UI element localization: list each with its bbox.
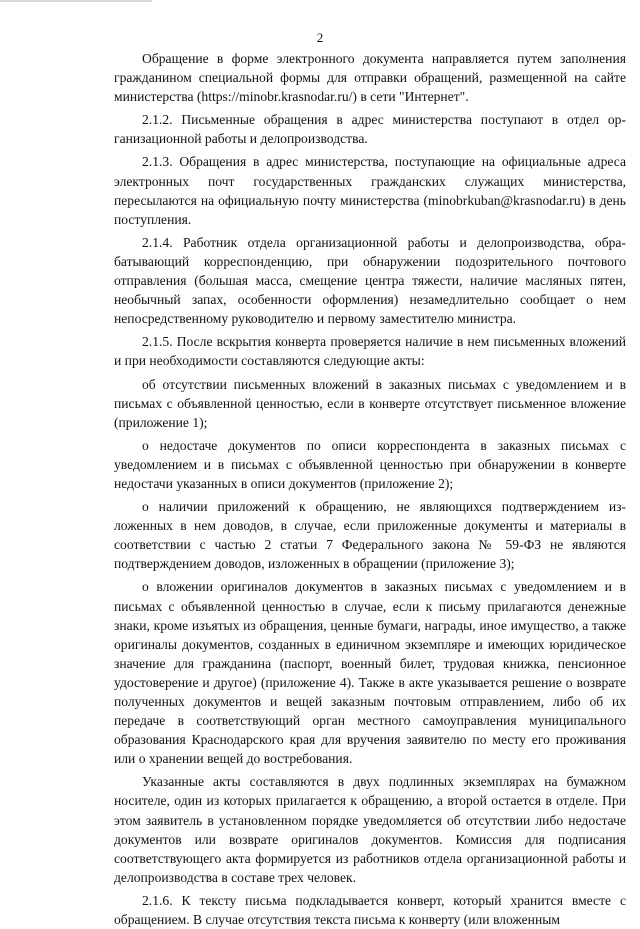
paragraph-act-no-enclosures: об отсутствии письменных вложений в заказных письмах с уведомлением и в письмах с объявленной ценностью, если в конверте отсутствует письменное вложение (приложение 1);: [114, 376, 626, 430]
page-number: 2: [316, 30, 324, 45]
paragraph-act-attachments: о наличии приложений к обращению, не являющихся подтверждением изложенных в нем доводов, в случае, если приложенные документы и материалы в соответствии с частью 2 статьи 7 Федерального закона № 59-ФЗ не являются подтверждением доводов, изложенных в обращении (приложение 3);: [114, 499, 626, 572]
paragraph-2-1-4: 2.1.4. Работник отдела организационной работы и делопроизводства, обрабатывающий корреспонденцию, при обнаружении подозрительного почтового отправления (большая масса, смещение центра тяжести, наличие масляных пятен, необычный запах, особенности оформления) незамедлительно сообщает о нем непосредственному руководителю и первому заместителю министра.: [114, 234, 626, 327]
paragraph-2-1-5: 2.1.5. После вскрытия конверта проверяется наличие в нем письменных вложений и при необходимости составляются следующие акты:: [114, 334, 626, 369]
paragraph-2-1-3: 2.1.3. Обращения в адрес министерства, поступающие на официальные адреса электронных почт государственных гражданских служащих министерства, пересылаются на официальную почту министерства (minobrkuban@krasnodar.ru) в день поступления.: [114, 154, 626, 227]
paragraph-act-shortage: о недостаче документов по описи корреспондента в заказных письмах с уведомлением и в письмах с объявленной ценностью при обнаружении в конверте недостачи указанных в описи документов (приложение 2);: [114, 437, 626, 491]
paragraph-act-originals: о вложении оригиналов документов в заказных письмах с уведомлением и в письмах с объявленной ценностью в случае, если к письму прилагаются денежные знаки, кроме изъятых из обращения, ценные бумаги, награды, иное имущество, а также оригиналы документов, созданных в единичном экземпляре и имеющих юридическое значение для гражданина (паспорт, военный билет, трудовая книжка, пенсионное удостоверение и другое) (приложение 4). Также в акте указывается решение о возврате полученных документов и вещей заказным почтовым отправлением, либо об их передаче в соответствующий орган местного самоуправления муниципального образования Краснодарского края для вручения заявителю по месту его проживания или о хранении вещей до востребования.: [114, 579, 626, 767]
paragraph-2-1-6: 2.1.6. К тексту письма подкладывается конверт, который хранится вместе с обращением. В случае отсутствия текста письма к конверту (или вложенным: [114, 892, 626, 928]
scan-edge-mark: [0, 0, 152, 2]
document-body: [114, 49, 626, 929]
paragraph-acts-copies: Указанные акты составляются в двух подлинных экземплярах на бумажном носителе, один из которых прилагается к обращению, а второй остается в отделе. При этом заявитель в установленном порядке уведомляется об отсутствии либо недостаче документов или возврате оригиналов документов. Комиссия для подписания соответствующего акта формируется из работников отдела организационной работы и делопроизводства в составе трех человек.: [114, 774, 626, 885]
paragraph-electronic-appeal: Обращение в форме электронного документа направляется путем заполнения гражданином специальной формы для отправки обращений, размещенной на сайте министерства (https://minobr.krasnodar.ru/) в сети "Интернет".: [114, 51, 626, 105]
paragraph-2-1-2: 2.1.2. Письменные обращения в адрес министерства поступают в отдел организационной работы и делопроизводства.: [114, 112, 626, 147]
